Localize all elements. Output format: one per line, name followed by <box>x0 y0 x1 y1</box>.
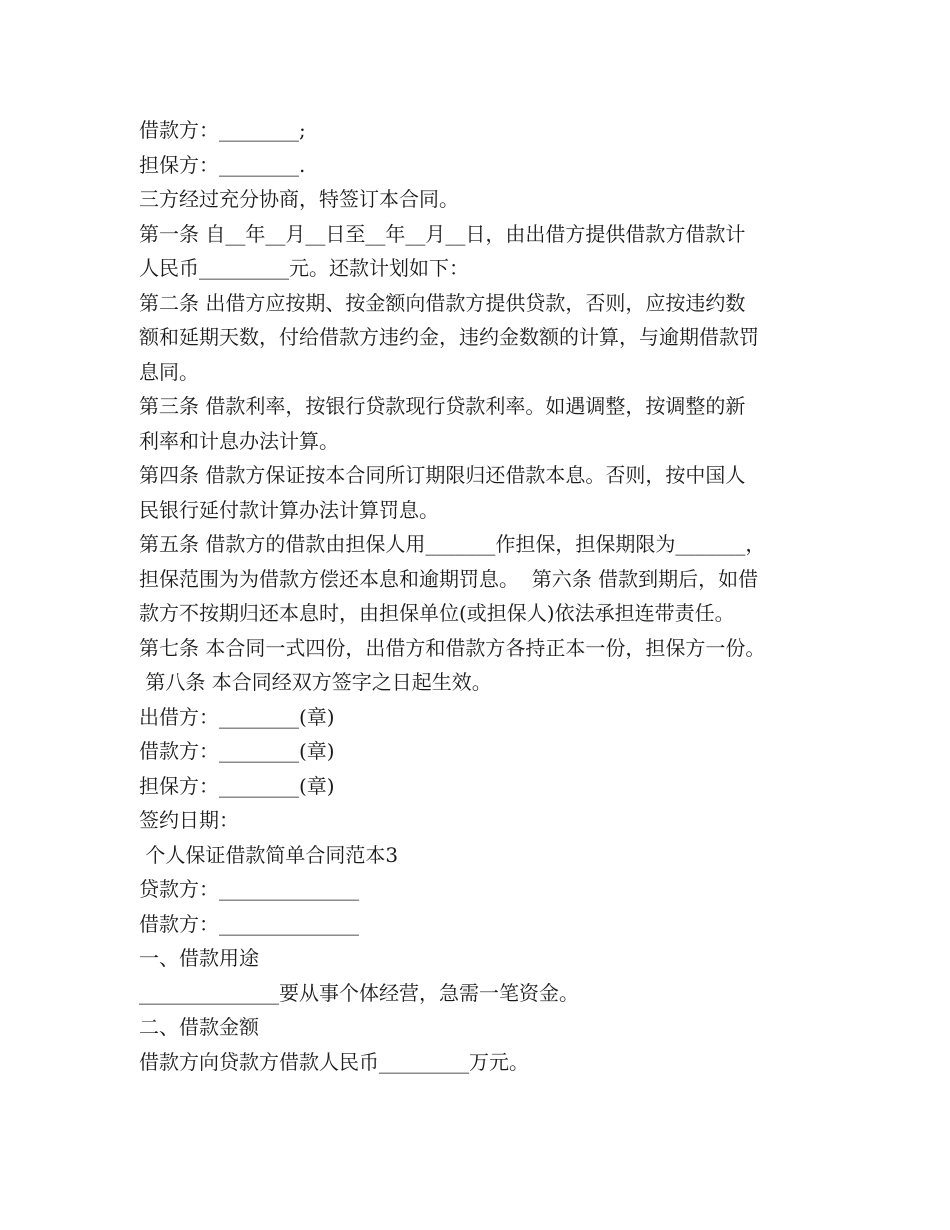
text-line-article-4: 第四条 借款方保证按本合同所订期限归还借款本息。否则，按中国人 <box>139 463 746 487</box>
text-line-article-1-cont: 人民币_________元。还款计划如下： <box>139 256 469 280</box>
signing-date-line: 签约日期： <box>139 808 239 832</box>
document-body <box>139 113 829 1079</box>
text-line-article-1: 第一条 自__年__月__日至__年__月__日，由出借方提供借款方借款计 <box>139 221 746 246</box>
text-line-article-3: 第三条 借款利率，按银行贷款现行贷款利率。如遇调整，按调整的新 <box>139 394 746 418</box>
text-line-agreement-intro: 三方经过充分协商，特签订本合同。 <box>139 187 459 211</box>
text-line-article-2-end: 息同。 <box>139 359 199 384</box>
text-line-article-5-cont: 担保范围为为借款方偿还本息和逾期罚息。 第六条 借款到期后，如借 <box>139 566 759 591</box>
text-line-loan-purpose: ______________要从事个体经营，急需一笔资金。 <box>139 980 579 1005</box>
text-line-article-2-cont: 额和延期天数，付给借款方违约金，违约金数额的计算，与逾期借款罚 <box>139 325 759 349</box>
section-heading-loan-purpose: 一、借款用途 <box>139 946 259 970</box>
text-line-article-4-cont: 民银行延付款计算办法计算罚息。 <box>139 497 439 522</box>
signature-line-borrower: 借款方：________(章) <box>139 739 335 763</box>
section-title-template-3: 个人保证借款简单合同范本3 <box>139 842 399 867</box>
signature-line-lender: 出借方：________(章) <box>139 704 335 729</box>
text-line-article-7: 第七条 本合同一式四份，出借方和借款方各持正本一份，担保方一份。 <box>139 635 766 660</box>
text-line-article-5: 第五条 借款方的借款由担保人用_______作担保，担保期限为_______， <box>139 532 766 556</box>
signature-line-guarantor: 担保方：________(章) <box>139 773 335 798</box>
text-line-article-2: 第二条 出借方应按期、按金额向借款方提供贷款，否则，应按违约数 <box>139 290 746 315</box>
text-line-article-6-cont: 款方不按期归还本息时，由担保单位(或担保人)依法承担连带责任。 <box>139 601 735 625</box>
text-line-guarantor: 担保方：________. <box>139 152 306 177</box>
text-line-article-8: 第八条 本合同经双方签字之日起生效。 <box>139 670 492 694</box>
section-heading-loan-amount: 二、借款金额 <box>139 1015 259 1039</box>
text-line-article-3-cont: 利率和计息办法计算。 <box>139 428 339 453</box>
text-line-loan-amount: 借款方向贷款方借款人民币_________万元。 <box>139 1049 529 1074</box>
text-line-lender-party: 贷款方：______________ <box>139 877 359 901</box>
text-line-borrower: 借款方：________; <box>139 118 306 142</box>
text-line-borrower-party: 借款方：______________ <box>139 911 359 936</box>
